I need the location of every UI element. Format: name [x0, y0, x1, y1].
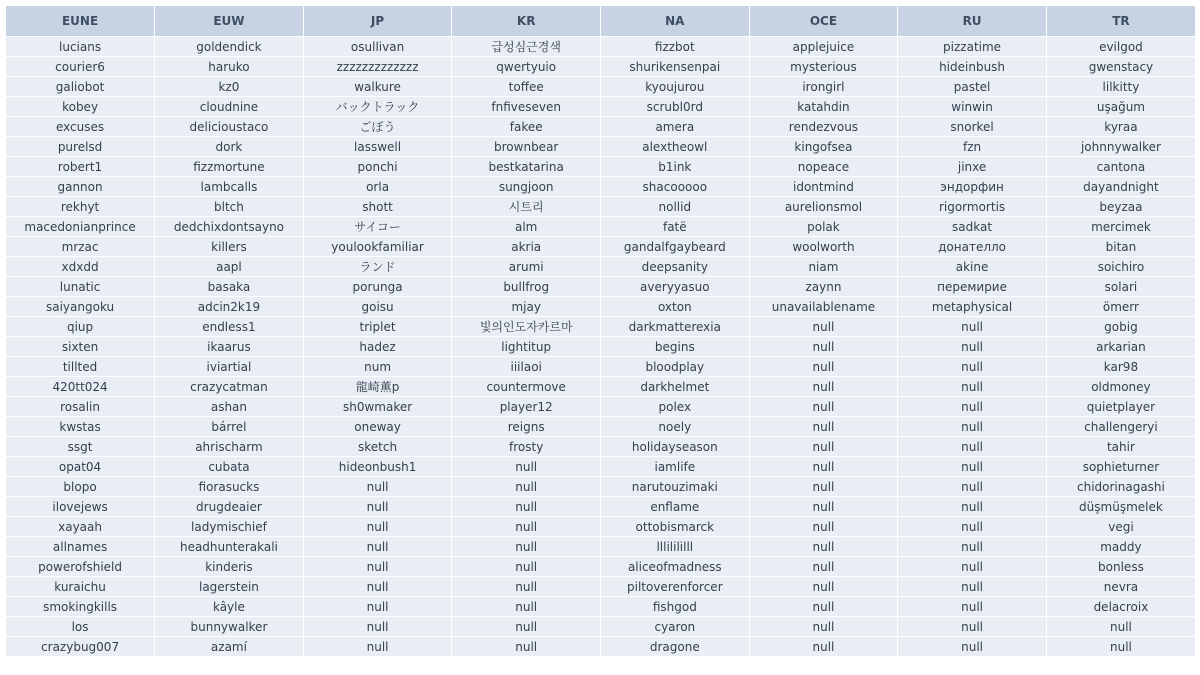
table-cell-jp: triplet	[303, 317, 452, 337]
table-cell-ru: null	[898, 637, 1047, 657]
table-cell-kr: qwertyuio	[452, 57, 601, 77]
table-cell-kr: null	[452, 597, 601, 617]
table-cell-kr: player12	[452, 397, 601, 417]
table-cell-tr: soichiro	[1046, 257, 1195, 277]
table-cell-oce: null	[749, 597, 898, 617]
table-cell-tr: kar98	[1046, 357, 1195, 377]
table-cell-euw: ikaarus	[155, 337, 304, 357]
table-cell-ru: snorkel	[898, 117, 1047, 137]
table-cell-tr: johnnywalker	[1046, 137, 1195, 157]
table-cell-ru: null	[898, 397, 1047, 417]
region-names-table-container	[6, 6, 1195, 656]
table-cell-ru: null	[898, 457, 1047, 477]
table-cell-oce: null	[749, 437, 898, 457]
table-cell-eune: robert1	[6, 157, 155, 177]
table-cell-kr: null	[452, 617, 601, 637]
table-cell-kr: null	[452, 557, 601, 577]
table-cell-eune: powerofshield	[6, 557, 155, 577]
table-cell-euw: haruko	[155, 57, 304, 77]
table-cell-ru: fzn	[898, 137, 1047, 157]
table-cell-kr: null	[452, 577, 601, 597]
table-cell-tr: bonless	[1046, 557, 1195, 577]
table-cell-na: shurikensenpai	[601, 57, 750, 77]
table-row	[6, 437, 1195, 457]
table-cell-euw: killers	[155, 237, 304, 257]
table-row	[6, 457, 1195, 477]
table-cell-oce: idontmind	[749, 177, 898, 197]
table-cell-jp: walkure	[303, 77, 452, 97]
table-row	[6, 117, 1195, 137]
table-cell-ru: null	[898, 337, 1047, 357]
table-row	[6, 377, 1195, 397]
table-cell-tr: evilgod	[1046, 37, 1195, 57]
table-cell-ru: null	[898, 357, 1047, 377]
table-row	[6, 317, 1195, 337]
table-cell-oce: applejuice	[749, 37, 898, 57]
table-cell-euw: ashan	[155, 397, 304, 417]
table-row	[6, 137, 1195, 157]
table-cell-eune: lunatic	[6, 277, 155, 297]
table-cell-jp: サイコー	[303, 217, 452, 237]
table-cell-oce: zaynn	[749, 277, 898, 297]
table-cell-euw: bunnywalker	[155, 617, 304, 637]
table-cell-tr: null	[1046, 617, 1195, 637]
table-cell-eune: purelsd	[6, 137, 155, 157]
table-cell-na: darkmatterexia	[601, 317, 750, 337]
table-cell-jp: shott	[303, 197, 452, 217]
table-cell-euw: fizzmortune	[155, 157, 304, 177]
table-cell-jp: porunga	[303, 277, 452, 297]
table-cell-jp: sketch	[303, 437, 452, 457]
table-cell-kr: toffee	[452, 77, 601, 97]
table-cell-euw: basaka	[155, 277, 304, 297]
table-row	[6, 537, 1195, 557]
table-cell-jp: null	[303, 477, 452, 497]
table-cell-jp: sh0wmaker	[303, 397, 452, 417]
table-cell-euw: dork	[155, 137, 304, 157]
table-cell-euw: ladymischief	[155, 517, 304, 537]
table-cell-tr: uşağum	[1046, 97, 1195, 117]
table-cell-euw: lagerstein	[155, 577, 304, 597]
table-cell-kr: brownbear	[452, 137, 601, 157]
table-row	[6, 97, 1195, 117]
table-row	[6, 557, 1195, 577]
table-cell-eune: opat04	[6, 457, 155, 477]
table-cell-oce: mysterious	[749, 57, 898, 77]
table-cell-eune: blopo	[6, 477, 155, 497]
table-cell-euw: dedchixdontsayno	[155, 217, 304, 237]
table-cell-kr: 빛의인도자카르마	[452, 317, 601, 337]
table-cell-jp: ごぼう	[303, 117, 452, 137]
table-cell-na: b1ink	[601, 157, 750, 177]
table-cell-oce: null	[749, 477, 898, 497]
table-cell-na: polex	[601, 397, 750, 417]
table-cell-jp: goisu	[303, 297, 452, 317]
table-row	[6, 517, 1195, 537]
column-header-kr[interactable]: KR	[452, 6, 601, 37]
table-cell-kr: frosty	[452, 437, 601, 457]
table-cell-eune: ssgt	[6, 437, 155, 457]
table-cell-ru: null	[898, 597, 1047, 617]
table-cell-eune: rekhyt	[6, 197, 155, 217]
table-cell-jp: oneway	[303, 417, 452, 437]
table-cell-na: bloodplay	[601, 357, 750, 377]
table-cell-oce: null	[749, 377, 898, 397]
table-cell-ru: metaphysical	[898, 297, 1047, 317]
table-cell-jp: zzzzzzzzzzzzz	[303, 57, 452, 77]
table-cell-euw: goldendick	[155, 37, 304, 57]
table-row	[6, 597, 1195, 617]
table-cell-na: deepsanity	[601, 257, 750, 277]
table-cell-na: kyoujurou	[601, 77, 750, 97]
table-cell-jp: null	[303, 617, 452, 637]
column-header-na[interactable]: NA	[601, 6, 750, 37]
table-cell-oce: null	[749, 637, 898, 657]
table-cell-na: averyyasuo	[601, 277, 750, 297]
table-cell-na: iamlife	[601, 457, 750, 477]
table-cell-ru: akine	[898, 257, 1047, 277]
table-cell-eune: xayaah	[6, 517, 155, 537]
table-cell-tr: lilkitty	[1046, 77, 1195, 97]
table-cell-eune: ilovejews	[6, 497, 155, 517]
table-cell-na: noely	[601, 417, 750, 437]
table-cell-na: ottobismarck	[601, 517, 750, 537]
table-cell-oce: niam	[749, 257, 898, 277]
table-cell-eune: courier6	[6, 57, 155, 77]
table-cell-tr: dayandnight	[1046, 177, 1195, 197]
table-cell-ru: перемирие	[898, 277, 1047, 297]
table-cell-tr: cantona	[1046, 157, 1195, 177]
table-cell-tr: mercimek	[1046, 217, 1195, 237]
table-cell-kr: null	[452, 637, 601, 657]
column-header-eune[interactable]: EUNE	[6, 6, 155, 37]
table-cell-ru: null	[898, 477, 1047, 497]
table-cell-euw: endless1	[155, 317, 304, 337]
table-cell-euw: drugdeaier	[155, 497, 304, 517]
table-cell-eune: 420tt024	[6, 377, 155, 397]
table-cell-tr: vegi	[1046, 517, 1195, 537]
table-cell-jp: null	[303, 597, 452, 617]
table-cell-kr: null	[452, 517, 601, 537]
table-cell-oce: null	[749, 577, 898, 597]
column-header-jp[interactable]: JP	[303, 6, 452, 37]
table-cell-kr: akria	[452, 237, 601, 257]
table-cell-na: holidayseason	[601, 437, 750, 457]
table-cell-tr: gwenstacy	[1046, 57, 1195, 77]
table-cell-na: alextheowl	[601, 137, 750, 157]
table-cell-ru: null	[898, 517, 1047, 537]
table-cell-kr: null	[452, 497, 601, 517]
table-cell-tr: oldmoney	[1046, 377, 1195, 397]
table-body	[6, 37, 1195, 657]
table-cell-euw: azamí	[155, 637, 304, 657]
table-cell-eune: lucians	[6, 37, 155, 57]
table-cell-euw: bltch	[155, 197, 304, 217]
table-cell-tr: challengeryi	[1046, 417, 1195, 437]
table-cell-kr: reigns	[452, 417, 601, 437]
table-cell-oce: null	[749, 497, 898, 517]
table-cell-jp: ランド	[303, 257, 452, 277]
table-cell-euw: lambcalls	[155, 177, 304, 197]
table-cell-euw: kâyle	[155, 597, 304, 617]
table-cell-tr: ömerr	[1046, 297, 1195, 317]
table-cell-oce: null	[749, 617, 898, 637]
table-row	[6, 37, 1195, 57]
table-cell-ru: rigormortis	[898, 197, 1047, 217]
table-cell-na: narutouzimaki	[601, 477, 750, 497]
table-cell-oce: null	[749, 457, 898, 477]
table-cell-jp: null	[303, 577, 452, 597]
table-row	[6, 157, 1195, 177]
table-cell-jp: orla	[303, 177, 452, 197]
table-cell-ru: jinxe	[898, 157, 1047, 177]
table-cell-jp: null	[303, 537, 452, 557]
table-cell-kr: arumi	[452, 257, 601, 277]
table-row	[6, 577, 1195, 597]
table-cell-ru: null	[898, 377, 1047, 397]
table-cell-na: lllilililll	[601, 537, 750, 557]
table-cell-tr: gobig	[1046, 317, 1195, 337]
table-cell-oce: katahdin	[749, 97, 898, 117]
table-cell-euw: ahrischarm	[155, 437, 304, 457]
table-cell-eune: crazybug007	[6, 637, 155, 657]
table-row	[6, 177, 1195, 197]
table-row	[6, 77, 1195, 97]
column-header-ru[interactable]: RU	[898, 6, 1047, 37]
table-cell-tr: maddy	[1046, 537, 1195, 557]
table-cell-kr: fnfiveseven	[452, 97, 601, 117]
table-row	[6, 337, 1195, 357]
table-cell-tr: quietplayer	[1046, 397, 1195, 417]
table-row	[6, 237, 1195, 257]
table-cell-oce: null	[749, 537, 898, 557]
table-row	[6, 57, 1195, 77]
table-cell-eune: mrzac	[6, 237, 155, 257]
table-cell-oce: null	[749, 557, 898, 577]
table-cell-kr: lightitup	[452, 337, 601, 357]
column-header-tr[interactable]: TR	[1046, 6, 1195, 37]
table-cell-eune: smokingkills	[6, 597, 155, 617]
table-row	[6, 197, 1195, 217]
table-cell-eune: gannon	[6, 177, 155, 197]
table-cell-euw: crazycatman	[155, 377, 304, 397]
table-cell-ru: null	[898, 577, 1047, 597]
table-cell-euw: kinderis	[155, 557, 304, 577]
table-cell-kr: null	[452, 457, 601, 477]
table-cell-kr: countermove	[452, 377, 601, 397]
table-cell-na: gandalfgaybeard	[601, 237, 750, 257]
table-cell-jp: num	[303, 357, 452, 377]
table-cell-eune: tillted	[6, 357, 155, 377]
table-cell-na: enflame	[601, 497, 750, 517]
table-cell-euw: headhunterakali	[155, 537, 304, 557]
table-cell-oce: unavailablename	[749, 297, 898, 317]
table-cell-ru: донателло	[898, 237, 1047, 257]
table-cell-eune: sixten	[6, 337, 155, 357]
table-cell-na: amera	[601, 117, 750, 137]
table-row	[6, 217, 1195, 237]
column-header-euw[interactable]: EUW	[155, 6, 304, 37]
table-cell-euw: adcin2k19	[155, 297, 304, 317]
table-cell-kr: bestkatarina	[452, 157, 601, 177]
table-cell-eune: kwstas	[6, 417, 155, 437]
table-cell-eune: galiobot	[6, 77, 155, 97]
table-cell-ru: null	[898, 617, 1047, 637]
table-cell-oce: null	[749, 317, 898, 337]
table-cell-na: cyaron	[601, 617, 750, 637]
table-cell-oce: aurelionsmol	[749, 197, 898, 217]
table-cell-na: oxton	[601, 297, 750, 317]
table-cell-eune: kuraichu	[6, 577, 155, 597]
table-cell-oce: null	[749, 397, 898, 417]
table-cell-euw: bárrel	[155, 417, 304, 437]
table-cell-eune: qiup	[6, 317, 155, 337]
table-cell-jp: youlookfamiliar	[303, 237, 452, 257]
table-cell-ru: sadkat	[898, 217, 1047, 237]
table-cell-eune: allnames	[6, 537, 155, 557]
table-cell-tr: nevra	[1046, 577, 1195, 597]
table-cell-jp: ponchi	[303, 157, 452, 177]
table-cell-kr: mjay	[452, 297, 601, 317]
table-cell-kr: null	[452, 537, 601, 557]
table-cell-jp: バックトラック	[303, 97, 452, 117]
table-cell-jp: hideonbush1	[303, 457, 452, 477]
table-cell-eune: saiyangoku	[6, 297, 155, 317]
table-cell-ru: null	[898, 557, 1047, 577]
table-cell-tr: kyraa	[1046, 117, 1195, 137]
table-cell-kr: fakee	[452, 117, 601, 137]
table-cell-na: dragone	[601, 637, 750, 657]
table-cell-kr: iiilaoi	[452, 357, 601, 377]
table-cell-oce: null	[749, 517, 898, 537]
table-cell-ru: null	[898, 537, 1047, 557]
table-cell-tr: bitan	[1046, 237, 1195, 257]
table-cell-na: nollid	[601, 197, 750, 217]
table-cell-oce: woolworth	[749, 237, 898, 257]
table-cell-ru: hideinbush	[898, 57, 1047, 77]
table-cell-ru: null	[898, 497, 1047, 517]
table-cell-na: darkhelmet	[601, 377, 750, 397]
table-cell-ru: null	[898, 417, 1047, 437]
table-cell-oce: kingofsea	[749, 137, 898, 157]
table-cell-oce: polak	[749, 217, 898, 237]
table-cell-tr: delacroix	[1046, 597, 1195, 617]
table-cell-na: fizzbot	[601, 37, 750, 57]
table-cell-jp: osullivan	[303, 37, 452, 57]
column-header-oce[interactable]: OCE	[749, 6, 898, 37]
table-cell-eune: macedonianprince	[6, 217, 155, 237]
table-cell-euw: iviartial	[155, 357, 304, 377]
table-cell-tr: sophieturner	[1046, 457, 1195, 477]
table-row	[6, 277, 1195, 297]
table-cell-ru: null	[898, 317, 1047, 337]
table-cell-tr: solari	[1046, 277, 1195, 297]
table-cell-jp: null	[303, 637, 452, 657]
table-cell-eune: los	[6, 617, 155, 637]
table-row	[6, 297, 1195, 317]
table-cell-tr: chidorinagashi	[1046, 477, 1195, 497]
table-cell-oce: rendezvous	[749, 117, 898, 137]
table-row	[6, 257, 1195, 277]
table-cell-tr: null	[1046, 637, 1195, 657]
table-cell-jp: null	[303, 497, 452, 517]
table-cell-tr: arkarian	[1046, 337, 1195, 357]
table-cell-na: fishgod	[601, 597, 750, 617]
table-cell-tr: beyzaa	[1046, 197, 1195, 217]
table-cell-jp: null	[303, 517, 452, 537]
table-cell-euw: delicioustaco	[155, 117, 304, 137]
table-cell-oce: null	[749, 337, 898, 357]
table-row	[6, 357, 1195, 377]
table-cell-eune: xdxdd	[6, 257, 155, 277]
table-row	[6, 637, 1195, 657]
table-row	[6, 417, 1195, 437]
table-row	[6, 477, 1195, 497]
table-cell-oce: nopeace	[749, 157, 898, 177]
table-cell-kr: 급성심근경색	[452, 37, 601, 57]
table-cell-eune: excuses	[6, 117, 155, 137]
table-cell-eune: rosalin	[6, 397, 155, 417]
table-cell-ru: pastel	[898, 77, 1047, 97]
table-cell-kr: bullfrog	[452, 277, 601, 297]
table-cell-jp: 龍崎薫p	[303, 377, 452, 397]
table-cell-oce: null	[749, 417, 898, 437]
header-row	[6, 6, 1195, 37]
table-cell-ru: null	[898, 437, 1047, 457]
table-cell-euw: kz0	[155, 77, 304, 97]
table-cell-kr: sungjoon	[452, 177, 601, 197]
table-cell-na: shacooooo	[601, 177, 750, 197]
table-cell-jp: lasswell	[303, 137, 452, 157]
table-cell-jp: hadez	[303, 337, 452, 357]
table-cell-oce: irongirl	[749, 77, 898, 97]
table-cell-euw: cloudnine	[155, 97, 304, 117]
table-cell-jp: null	[303, 557, 452, 577]
table-cell-na: scrubl0rd	[601, 97, 750, 117]
table-cell-na: aliceofmadness	[601, 557, 750, 577]
table-row	[6, 497, 1195, 517]
table-cell-euw: aapl	[155, 257, 304, 277]
table-cell-na: fatë	[601, 217, 750, 237]
table-cell-kr: 시트리	[452, 197, 601, 217]
table-cell-na: piltoverenforcer	[601, 577, 750, 597]
table-cell-ru: winwin	[898, 97, 1047, 117]
table-cell-tr: düşmüşmelek	[1046, 497, 1195, 517]
table-cell-euw: fiorasucks	[155, 477, 304, 497]
table-cell-oce: null	[749, 357, 898, 377]
table-cell-kr: null	[452, 477, 601, 497]
table-cell-kr: alm	[452, 217, 601, 237]
table-cell-ru: эндорфин	[898, 177, 1047, 197]
table-cell-na: begins	[601, 337, 750, 357]
table-cell-eune: kobey	[6, 97, 155, 117]
table-row	[6, 397, 1195, 417]
table-cell-euw: cubata	[155, 457, 304, 477]
table-cell-tr: tahir	[1046, 437, 1195, 457]
region-names-table	[6, 6, 1195, 656]
table-cell-ru: pizzatime	[898, 37, 1047, 57]
table-row	[6, 617, 1195, 637]
